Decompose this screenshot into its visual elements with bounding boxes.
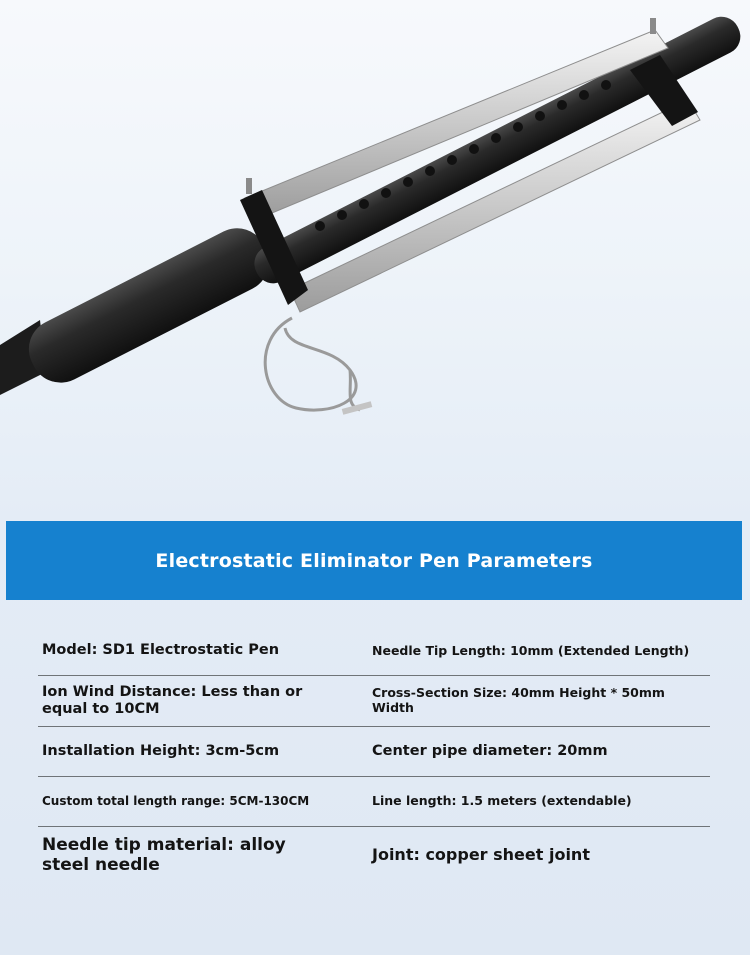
param-row [38, 627, 710, 676]
ground-wire [265, 318, 356, 410]
parameters-table [38, 627, 710, 883]
param-row [38, 827, 710, 883]
param-model: Model: SD1 Electrostatic Pen [42, 642, 280, 659]
banner-title: Electrostatic Eliminator Pen Parameters [155, 549, 593, 572]
param-installation-height: Installation Height: 3cm-5cm [42, 742, 280, 759]
param-row [38, 727, 710, 777]
parameters-banner [6, 521, 742, 600]
handle [19, 218, 280, 393]
param-center-pipe-diameter: Center pipe diameter: 20mm [372, 742, 608, 759]
param-custom-length-range: Custom total length range: 5CM-130CM [42, 794, 310, 809]
param-cross-section-size: Cross-Section Size: 40mm Height * 50mm Width [372, 685, 665, 715]
param-joint: Joint: copper sheet joint [372, 844, 590, 864]
param-row [38, 777, 710, 827]
param-needle-tip-length: Needle Tip Length: 10mm (Extended Length) [372, 642, 690, 658]
center-pipe [248, 11, 746, 290]
param-needle-tip-material: Needle tip material: alloy steel needle [42, 834, 286, 875]
param-ion-wind-distance: Ion Wind Distance: Less than or equal to 10CM [42, 683, 303, 717]
param-row [38, 676, 710, 727]
param-line-length: Line length: 1.5 meters (extendable) [372, 793, 632, 809]
